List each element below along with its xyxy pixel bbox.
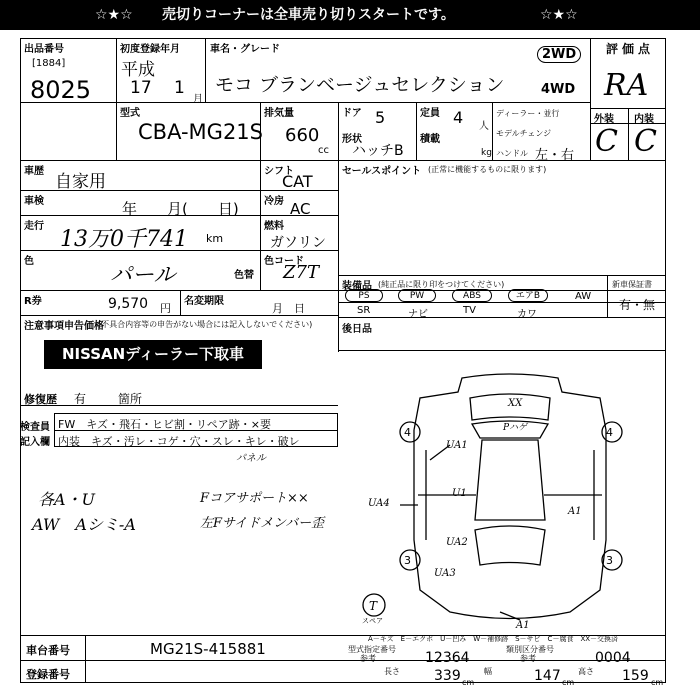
car-name-label: 車名・グレード bbox=[210, 44, 280, 55]
chassis-value: MG21S-415881 bbox=[150, 640, 266, 658]
displacement-value: 660 bbox=[285, 125, 320, 146]
capacity-unit: 人 bbox=[479, 121, 489, 132]
mark-u1: U1 bbox=[452, 488, 467, 499]
recycle-unit: 円 bbox=[160, 302, 171, 315]
model-code: CBA-MG21S bbox=[138, 120, 263, 144]
shift-label: シフト bbox=[264, 166, 294, 177]
lot-sub: [1884] bbox=[32, 58, 66, 69]
repair-value: 有 bbox=[74, 392, 87, 406]
repair-label: 修復歴 bbox=[24, 393, 57, 406]
mileage-label: 走行 bbox=[24, 221, 44, 232]
first-reg-year: 17 bbox=[130, 78, 152, 98]
notes-label: 注意事項申告価格 bbox=[24, 321, 104, 332]
fuel-label: 燃料 bbox=[264, 221, 284, 232]
checker-row-interior: 内装 キズ・汚レ・コゲ・穴・スレ・キレ・破レ bbox=[58, 435, 300, 448]
shape-label: 形状 bbox=[342, 134, 362, 145]
equipment-tv: TV bbox=[463, 305, 476, 316]
equipment-abs: ABS bbox=[452, 289, 492, 302]
tire-fr-label: 4 bbox=[606, 426, 613, 439]
repair-places: 箇所 bbox=[118, 392, 143, 406]
damage-legend: A－キズ E－エクボ U－凹み W－補修跡 S－サビ C－腐食 XX－交換済 bbox=[368, 635, 619, 643]
dealer-tradein-badge: NISSANディーラー下取車 bbox=[44, 340, 262, 369]
mark-ua2: UA2 bbox=[446, 537, 468, 548]
equipment-sr: SR bbox=[357, 305, 371, 316]
banner-stars-left: ☆★☆ bbox=[95, 7, 133, 23]
first-reg-label: 初度登録年月 bbox=[120, 44, 180, 55]
after-items-label: 後日品 bbox=[342, 324, 372, 335]
height-label: 高さ bbox=[578, 667, 594, 676]
class-num-ref-label: 参考 bbox=[520, 654, 536, 663]
mark-top-xx: XX bbox=[508, 398, 523, 409]
color-code-label: 色コード bbox=[264, 256, 304, 267]
handwritten-note-2: AW Aシミ-A bbox=[32, 515, 136, 534]
register-label: 登録番号 bbox=[26, 668, 70, 681]
model-num-ref-label: 参考 bbox=[360, 654, 376, 663]
class-num-value: 0004 bbox=[595, 650, 631, 666]
mark-ua3: UA3 bbox=[434, 568, 456, 579]
capacity-label: 定員 bbox=[420, 108, 440, 119]
capacity-value: 4 bbox=[453, 108, 464, 127]
car-name: モコ ブランベージュセレクション bbox=[215, 74, 505, 96]
sales-point-note: (正常に機能するものに限ります) bbox=[428, 165, 547, 174]
aircon-value: AC bbox=[290, 200, 311, 218]
checker-label-2: 記入欄 bbox=[20, 437, 50, 448]
mark-a1-right: A1 bbox=[568, 506, 582, 517]
equipment-note: (純正品に限り印をつけてください) bbox=[378, 280, 505, 289]
exterior-grade: C bbox=[595, 124, 618, 159]
tire-rl-label: 3 bbox=[404, 554, 411, 567]
mark-ua4: UA4 bbox=[368, 498, 390, 509]
mark-pillar: Pハゲ bbox=[503, 423, 528, 433]
model-num-label: 型式指定番号 bbox=[348, 645, 396, 654]
height-unit: cm bbox=[651, 678, 664, 687]
color-label: 色 bbox=[24, 256, 34, 267]
chassis-label: 車台番号 bbox=[26, 644, 70, 657]
recycle-value: 9,570 bbox=[108, 296, 149, 312]
car-body-outline bbox=[414, 374, 606, 619]
length-label: 長さ bbox=[384, 667, 400, 676]
model-label: 型式 bbox=[120, 108, 140, 119]
height-value: 159 bbox=[622, 668, 649, 684]
equipment-label: 装備品 bbox=[342, 281, 372, 292]
model-num-value: 12364 bbox=[425, 650, 470, 666]
handwritten-note-1: 各A・U bbox=[38, 490, 96, 509]
usage-value: 自家用 bbox=[55, 172, 106, 192]
width-label: 幅 bbox=[484, 667, 492, 676]
spare-label: スペア bbox=[362, 617, 383, 625]
inspection-value: 年 月( 日) bbox=[122, 200, 239, 218]
tire-rr-label: 3 bbox=[606, 554, 613, 567]
first-reg-era: 平成 bbox=[121, 60, 155, 80]
name-change-value: 月 日 bbox=[272, 302, 305, 315]
notes-sub: (不具合内容等の申告がない場合には記入しないでください) bbox=[98, 320, 313, 329]
handle-value: 左・右 bbox=[535, 148, 575, 163]
color-value: パール bbox=[110, 263, 176, 288]
equipment-pw: PW bbox=[398, 289, 436, 302]
mark-ua1: UA1 bbox=[446, 440, 468, 451]
loading-label: 積載 bbox=[420, 134, 440, 145]
tire-fl-label: 4 bbox=[404, 426, 411, 439]
handle-label: ハンドル bbox=[496, 149, 528, 158]
dealer-label: ディーラー・並行 bbox=[496, 109, 560, 118]
class-num-label: 類別区分番号 bbox=[506, 645, 554, 654]
checker-row-exterior: FW キズ・飛石・ヒビ割・リペア跡・×要 bbox=[58, 418, 271, 431]
handwritten-note-4: 左Fサイドメンバー歪 bbox=[200, 516, 325, 531]
exterior-label: 外装 bbox=[594, 114, 614, 125]
equipment-navi: ナビ bbox=[408, 309, 428, 320]
equipment-aw: AW bbox=[575, 291, 592, 302]
color-change-label: 色替 bbox=[234, 270, 254, 281]
equipment-ps: PS bbox=[345, 289, 383, 302]
mileage-value: 13万0千741 bbox=[60, 227, 188, 252]
lot-label: 出品番号 bbox=[24, 44, 64, 55]
doors-label: ドア bbox=[342, 108, 362, 119]
handwritten-note-3: Fコアサポート×× bbox=[200, 491, 309, 506]
warranty-label: 新車保証書 bbox=[612, 280, 652, 289]
shift-value: CAT bbox=[282, 172, 313, 191]
length-unit: cm bbox=[462, 678, 475, 687]
warranty-value: 有・無 bbox=[619, 298, 656, 312]
usage-label: 車歴 bbox=[24, 166, 44, 177]
first-reg-month: 1 bbox=[174, 78, 185, 98]
grade-label: 評価点 bbox=[606, 42, 655, 56]
length-value: 339 bbox=[434, 668, 461, 684]
inspection-label: 車検 bbox=[24, 196, 44, 207]
name-change-label: 名変期限 bbox=[184, 296, 224, 307]
aircon-label: 冷房 bbox=[264, 196, 284, 207]
grade-value: RA bbox=[604, 68, 649, 103]
first-reg-month-unit: 月 bbox=[193, 94, 203, 105]
checker-label: 検査員 bbox=[20, 422, 50, 433]
equipment-leather: カワ bbox=[517, 309, 537, 320]
fuel-value: ガソリン bbox=[270, 235, 326, 251]
doors-value: 5 bbox=[375, 108, 386, 127]
interior-grade: C bbox=[634, 124, 657, 159]
model-change-label: モデルチェンジ bbox=[496, 129, 552, 138]
banner-stars-right: ☆★☆ bbox=[540, 7, 578, 23]
width-value: 147 bbox=[534, 668, 561, 684]
displacement-unit: cc bbox=[318, 145, 329, 156]
car-roof bbox=[475, 440, 545, 520]
color-code-value: Z7T bbox=[283, 262, 319, 283]
equipment-airbag: エアB bbox=[508, 289, 548, 302]
spare-mark: T bbox=[369, 599, 378, 613]
interior-label: 内装 bbox=[634, 114, 654, 125]
mileage-unit: km bbox=[206, 232, 224, 245]
mark-a1-bottom: A1 bbox=[516, 620, 530, 631]
width-unit: cm bbox=[562, 678, 575, 687]
sales-point-label: セールスポイント bbox=[342, 166, 422, 177]
handwritten-panel: パネル bbox=[236, 453, 266, 464]
car-rear-window bbox=[475, 526, 545, 565]
banner-text: 売切りコーナーは全車売り切りスタートです。 bbox=[162, 7, 455, 23]
shape-value: ハッチB bbox=[352, 143, 404, 159]
loading-unit: kg bbox=[481, 148, 492, 158]
recycle-label: R券 bbox=[24, 296, 42, 307]
drive-4wd: 4WD bbox=[541, 82, 576, 97]
drive-2wd: 2WD bbox=[537, 46, 581, 63]
displacement-label: 排気量 bbox=[264, 108, 294, 119]
lot-number: 8025 bbox=[30, 76, 92, 104]
